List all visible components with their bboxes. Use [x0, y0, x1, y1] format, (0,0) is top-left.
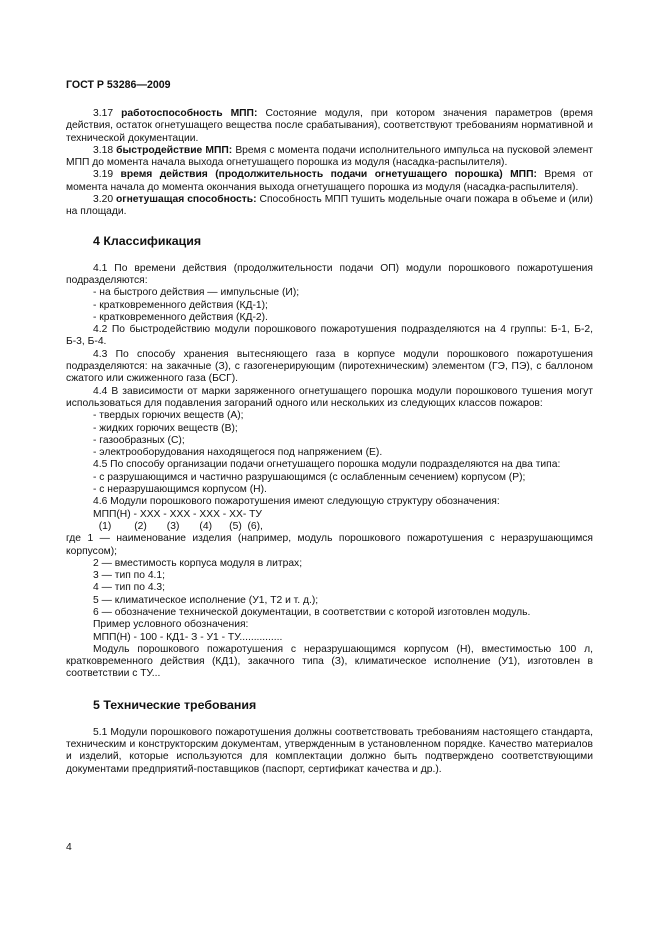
list-item: - газообразных (С);: [93, 434, 185, 446]
page-content: [66, 108, 593, 776]
clause-4-1: 4.1 По времени действия (продолжительности подачи ОП) модули порошкового пожаротушения подразделяются:: [66, 262, 593, 286]
example-designation: МПП(Н) - 100 - КД1- З - У1 - ТУ...............: [93, 631, 283, 643]
legend-item: 4 — тип по 4.3;: [93, 582, 165, 594]
section-4-heading: 4 Классификация: [93, 233, 202, 248]
list-item: - на быстрого действия — импульсные (И);: [93, 287, 300, 299]
legend-item: 3 — тип по 4.1;: [93, 570, 165, 582]
legend-item: 5 — климатическое исполнение (У1, Т2 и т. д.);: [93, 594, 319, 606]
clause-4-3: 4.3 По способу хранения вытесняющего газа в корпусе модули порошкового пожаротушения подразделяются: на закачные (З), с газогенерирующим (пиротехническим) элементом (ГЭ, ПЭ), с баллоном сжатого или сжиженного газа (БСГ).: [66, 348, 593, 385]
term-name: огнетушащая способность:: [115, 194, 257, 206]
legend-item: 6 — обозначение технической документации, в соответствии с которой изготовлен модуль.: [93, 606, 531, 618]
term-name: быстродействие МПП:: [116, 144, 233, 156]
term-3-20: 3.20 огнетушащая способность: Способность МПП тушить модельные очаги пожара в объеме и (или) на площади.: [66, 194, 593, 218]
list-item: - с разрушающимся и частично разрушающимся (с ослабленным сечением) корпусом (Р);: [93, 471, 526, 483]
term-3-18: 3.18 быстродействие МПП: Время с момента подачи исполнительного импульса на пусковой элемент МПП до момента начала выхода огнетушащего порошка из модуля (насадка-распылителя).: [66, 144, 593, 169]
legend-intro: где 1 — наименование изделия (например, модуль порошкового пожаротушения с неразрушающимся корпусом);: [66, 533, 593, 557]
designation-positions: (1) (2) (3) (4) (5) (6),: [93, 520, 263, 532]
list-item: - электрооборудования находящегося под напряжением (Е).: [93, 447, 383, 459]
term-3-17: 3.17 работоспособность МПП: Состояние модуля, при котором значения параметров (время действия, остаток огнетушащего вещества после срабатывания), соответствуют требованиям нормативной и технической документации.: [66, 108, 593, 144]
clause-5-1: 5.1 Модули порошкового пожаротушения должны соответствовать требованиям настоящего стандарта, техническим и конструкторским документам, утвержденным в установленном порядке. Качество материалов и изделий, которые используются для комплектации должно быть подтверждено соответствующими документами предприятий-поставщиков (паспорт, сертификат качества и др.).: [66, 726, 593, 775]
example-label: Пример условного обозначения:: [93, 619, 249, 631]
example-description: Модуль порошкового пожаротушения с неразрушающимся корпусом (Н), вместимостью 100 л, кратковременного действия (КД1), закачного типа (З), климатическое исполнение (У1), изготовлен в соответствии с ТУ...: [66, 643, 593, 680]
designation-formula: МПП(Н) - ХХХ - ХХХ - ХХХ - ХХ- ТУ: [93, 508, 262, 520]
standard-header: ГОСТ Р 53286—2009: [66, 79, 171, 91]
list-item: - твердых горючих веществ (А);: [93, 410, 244, 422]
legend-item: 2 — вместимость корпуса модуля в литрах;: [93, 557, 303, 569]
clause-4-4: 4.4 В зависимости от марки заряженного огнетушащего порошка модули порошкового тушения могут использоваться для подавления загораний одного или нескольких из следующих классов пожаров:: [66, 385, 593, 409]
page-number: 4: [66, 842, 72, 853]
term-name: время действия (продолжительность подачи огнетушащего порошка) МПП:: [120, 169, 537, 181]
clause-4-5: 4.5 По способу организации подачи огнетушащего порошка модули подразделяются на два типа:: [93, 459, 561, 471]
clause-4-6: 4.6 Модули порошкового пожаротушения имеют следующую структуру обозначения:: [93, 496, 500, 508]
term-name: работоспособность МПП:: [121, 108, 258, 119]
list-item: - с неразрушающимся корпусом (Н).: [93, 484, 267, 496]
list-item: - кратковременного действия (КД-2).: [93, 311, 268, 323]
term-3-19: 3.19 время действия (продолжительность подачи огнетушащего порошка) МПП: Время от момента начала до момента окончания выхода огнетушащего порошка из модуля (насадка-распылителя).: [66, 169, 593, 193]
section-5-heading: 5 Технические требования: [93, 697, 257, 712]
clause-4-2: 4.2 По быстродействию модули порошкового пожаротушения подразделяются на 4 группы: Б-1, Б-2, Б-3, Б-4.: [66, 324, 593, 348]
list-item: - кратковременного действия (КД-1);: [93, 299, 268, 311]
list-item: - жидких горючих веществ (В);: [93, 422, 238, 434]
